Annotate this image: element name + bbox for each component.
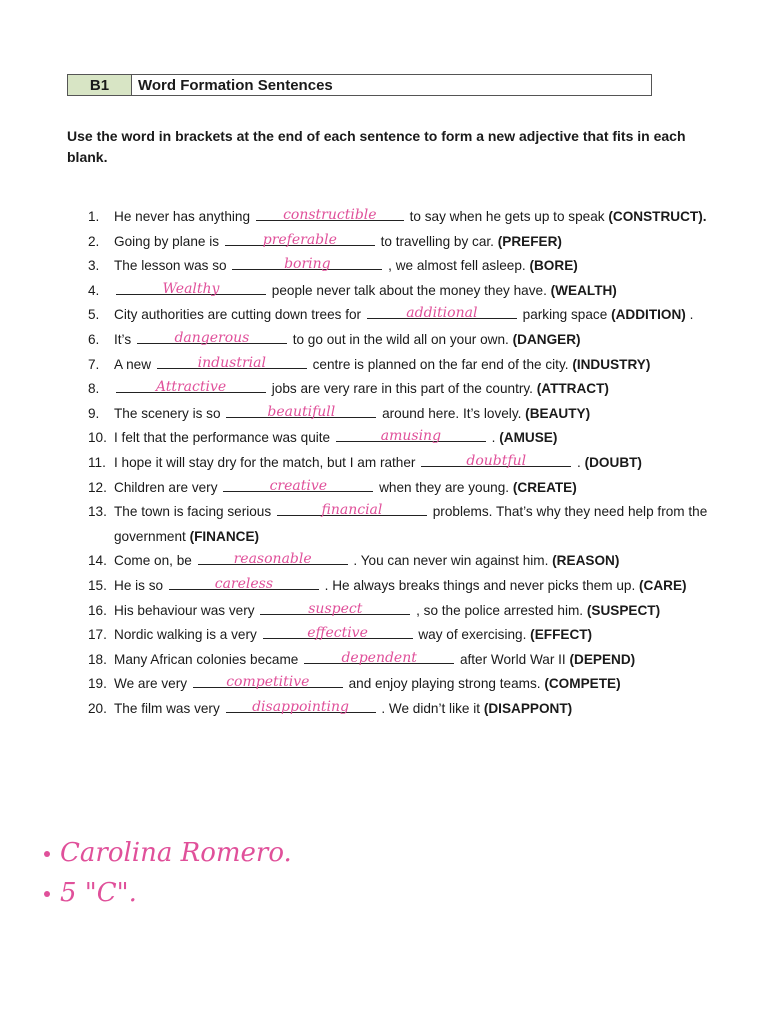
exercise-item bbox=[88, 377, 738, 402]
handwritten-answer: suspect bbox=[308, 600, 363, 617]
answer-blank[interactable] bbox=[116, 379, 266, 396]
item-text bbox=[114, 500, 738, 549]
answer-blank[interactable] bbox=[226, 699, 376, 713]
item-text bbox=[114, 574, 738, 599]
answer-blank[interactable] bbox=[232, 256, 382, 273]
bullet-icon bbox=[44, 891, 50, 897]
keyword: (BEAUTY) bbox=[525, 405, 591, 421]
item-number: 19. bbox=[88, 676, 107, 692]
exercise-item bbox=[88, 230, 738, 255]
sentence-end: after World War II bbox=[459, 651, 566, 667]
keyword: (REASON) bbox=[552, 553, 620, 569]
item-number: 17. bbox=[88, 627, 107, 643]
exercise-item bbox=[88, 451, 738, 476]
sentence-end: . We didn’t like it bbox=[381, 700, 481, 716]
sentence-start: Come on, be bbox=[114, 553, 192, 569]
exercise-item bbox=[88, 623, 738, 648]
handwritten-answer: beautifull bbox=[267, 403, 336, 420]
handwritten-answer: dependent bbox=[341, 649, 417, 666]
item-number: 11. bbox=[88, 454, 106, 470]
answer-blank[interactable] bbox=[137, 330, 287, 344]
item-text bbox=[114, 672, 738, 697]
sentence-start: We are very bbox=[114, 676, 188, 692]
handwritten-answer: industrial bbox=[197, 354, 266, 371]
exercise-item bbox=[88, 648, 738, 673]
bullet-icon bbox=[44, 851, 50, 857]
section-title: Word Formation Sentences bbox=[138, 76, 333, 94]
answer-blank[interactable] bbox=[225, 232, 375, 246]
answer-blank[interactable] bbox=[421, 453, 571, 467]
answer-blank[interactable] bbox=[169, 576, 319, 590]
sentence-end: , we almost fell asleep. bbox=[388, 258, 526, 274]
handwritten-answer: competitive bbox=[226, 674, 310, 691]
answer-blank[interactable] bbox=[116, 281, 266, 295]
sentence-end: jobs are very rare in this part of the country. bbox=[271, 381, 533, 397]
item-text bbox=[114, 599, 738, 624]
item-text bbox=[114, 426, 738, 451]
sentence-end: when they are young. bbox=[379, 479, 510, 495]
item-number: 6. bbox=[88, 331, 100, 347]
item-number: 3. bbox=[88, 258, 100, 274]
keyword: (ADDITION) bbox=[611, 307, 686, 323]
keyword: (EFFECT) bbox=[530, 627, 593, 643]
sentence-end: , so the police arrested him. bbox=[416, 602, 584, 618]
sentence-start: Children are very bbox=[114, 479, 218, 495]
item-text bbox=[114, 328, 738, 353]
sentence-end: . He always breaks things and never picks them up. bbox=[324, 577, 636, 593]
handwritten-answer: effective bbox=[307, 625, 368, 642]
sentence-start: His behaviour was very bbox=[114, 602, 255, 618]
item-text bbox=[114, 549, 738, 574]
keyword: (DANGER) bbox=[512, 331, 581, 347]
sentence-start: It’s bbox=[114, 331, 132, 347]
sentence-end: and enjoy playing strong teams. bbox=[348, 676, 541, 692]
item-number: 12. bbox=[88, 479, 107, 495]
sentence-end: problems. That’s why they need help from the government bbox=[114, 504, 708, 544]
handwritten-answer: boring bbox=[284, 256, 331, 273]
keyword: (FINANCE) bbox=[189, 528, 260, 544]
exercise-item bbox=[88, 402, 738, 427]
item-number: 16. bbox=[88, 602, 107, 618]
item-number: 5. bbox=[88, 307, 100, 323]
item-text bbox=[114, 377, 738, 402]
item-number: 15. bbox=[88, 577, 107, 593]
answer-blank[interactable] bbox=[263, 625, 413, 642]
student-name: Carolina Romero. bbox=[60, 838, 292, 868]
item-text bbox=[114, 648, 738, 673]
sentence-start: He is so bbox=[114, 577, 164, 593]
item-number: 13. bbox=[88, 504, 107, 520]
handwritten-answer: creative bbox=[269, 477, 328, 494]
item-text bbox=[114, 623, 738, 648]
handwritten-answer: amusing bbox=[380, 428, 442, 445]
exercise-item bbox=[88, 697, 738, 722]
sentence-start: Many African colonies became bbox=[114, 651, 299, 667]
handwritten-answer: constructible bbox=[283, 207, 377, 223]
keyword: (CREATE) bbox=[512, 479, 577, 495]
sentence-start: Nordic walking is a very bbox=[114, 627, 257, 643]
answer-blank[interactable] bbox=[193, 674, 343, 691]
sentence-end: to travelling by car. bbox=[380, 233, 494, 249]
item-number: 7. bbox=[88, 356, 100, 372]
answer-blank[interactable] bbox=[260, 601, 410, 615]
sentence-end: . bbox=[577, 454, 581, 470]
sentence-start: I felt that the performance was quite bbox=[114, 430, 331, 446]
sentence-end: . You can never win against him. bbox=[353, 553, 549, 569]
answer-blank[interactable] bbox=[304, 650, 454, 664]
item-number: 1. bbox=[88, 209, 100, 224]
exercise-item bbox=[88, 303, 738, 328]
answer-blank[interactable] bbox=[223, 478, 373, 492]
answer-blank[interactable] bbox=[336, 428, 486, 445]
sentence-end: to say when he gets up to speak bbox=[409, 209, 605, 224]
handwritten-answer: disappointing bbox=[252, 698, 349, 715]
answer-blank[interactable] bbox=[367, 305, 517, 322]
instructions: Use the word in brackets at the end of each sentence to form a new adjective that fits in each blank. bbox=[67, 128, 686, 165]
exercise-item bbox=[88, 328, 738, 353]
student-grade-line bbox=[44, 878, 137, 908]
keyword: (CARE) bbox=[639, 577, 687, 593]
exercise-item bbox=[88, 426, 738, 451]
keyword: (CONSTRUCT). bbox=[608, 209, 707, 224]
handwritten-answer: reasonable bbox=[233, 551, 312, 568]
item-number: 9. bbox=[88, 405, 100, 421]
exercise-list bbox=[88, 205, 738, 721]
sentence-end: centre is planned on the far end of the city. bbox=[312, 356, 569, 372]
item-text bbox=[114, 353, 738, 378]
item-number: 8. bbox=[88, 381, 100, 397]
item-text bbox=[114, 476, 738, 501]
keyword: (DISAPPONT) bbox=[483, 700, 573, 716]
keyword: (COMPETE) bbox=[544, 676, 621, 692]
exercise-item bbox=[88, 205, 738, 230]
sentence-start: The film was very bbox=[114, 700, 220, 716]
exercise-item bbox=[88, 353, 738, 378]
item-text bbox=[114, 254, 738, 279]
answer-blank[interactable] bbox=[198, 551, 348, 568]
keyword: (BORE) bbox=[529, 258, 578, 274]
item-text bbox=[114, 230, 738, 255]
handwritten-answer: dangerous bbox=[174, 329, 250, 346]
exercise-item bbox=[88, 599, 738, 624]
answer-blank[interactable] bbox=[277, 502, 427, 519]
sentence-start: City authorities are cutting down trees for bbox=[114, 307, 362, 323]
item-text bbox=[114, 402, 738, 427]
sentence-start: The scenery is so bbox=[114, 405, 221, 421]
item-text bbox=[114, 451, 738, 476]
keyword: (SUSPECT) bbox=[586, 602, 661, 618]
handwritten-answer: additional bbox=[406, 305, 478, 322]
handwritten-answer: Wealthy bbox=[162, 280, 220, 297]
exercise-item bbox=[88, 254, 738, 279]
handwritten-answer: preferable bbox=[262, 231, 337, 248]
student-grade: 5 "C". bbox=[60, 878, 137, 908]
answer-blank[interactable] bbox=[226, 404, 376, 418]
sentence-start: I hope it will stay dry for the match, but I am rather bbox=[114, 454, 416, 470]
item-number: 14. bbox=[88, 553, 107, 569]
keyword: (ATTRACT) bbox=[536, 381, 609, 397]
section-header bbox=[67, 74, 652, 96]
exercise-item bbox=[88, 549, 738, 574]
handwritten-answer: doubtful bbox=[466, 452, 527, 469]
item-text bbox=[114, 697, 738, 722]
sentence-end: people never talk about the money they have. bbox=[271, 282, 547, 298]
sentence-start: A new bbox=[114, 356, 152, 372]
sentence-end: to go out in the wild all on your own. bbox=[292, 331, 509, 347]
item-text bbox=[114, 279, 738, 304]
keyword: (AMUSE) bbox=[499, 430, 558, 446]
exercise-item bbox=[88, 476, 738, 501]
handwritten-answer: careless bbox=[214, 575, 274, 592]
item-number: 18. bbox=[88, 651, 107, 667]
item-number: 2. bbox=[88, 233, 100, 249]
keyword: (WEALTH) bbox=[550, 282, 617, 298]
sentence-start: Going by plane is bbox=[114, 233, 220, 249]
sentence-start: The lesson was so bbox=[114, 258, 227, 274]
sentence-end: around here. It’s lovely. bbox=[382, 405, 522, 421]
student-name-line bbox=[44, 838, 292, 868]
sentence-end: way of exercising. bbox=[418, 627, 527, 643]
item-text bbox=[114, 303, 738, 328]
item-number: 4. bbox=[88, 282, 100, 298]
exercise-item bbox=[88, 279, 738, 304]
section-code: B1 bbox=[68, 75, 132, 95]
exercise-item bbox=[88, 672, 738, 697]
keyword: (DEPEND) bbox=[569, 651, 636, 667]
item-text bbox=[114, 205, 738, 230]
keyword: (INDUSTRY) bbox=[572, 356, 651, 372]
keyword: (DOUBT) bbox=[584, 454, 642, 470]
sentence-end: parking space bbox=[522, 307, 608, 323]
sentence-start: He never has anything bbox=[114, 209, 251, 224]
handwritten-answer: financial bbox=[321, 502, 383, 519]
keyword: (PREFER) bbox=[497, 233, 562, 249]
item-number: 20. bbox=[88, 700, 107, 716]
sentence-tail: . bbox=[689, 307, 694, 323]
sentence-start: The town is facing serious bbox=[114, 504, 272, 520]
answer-blank[interactable] bbox=[157, 355, 307, 369]
handwritten-answer: Attractive bbox=[155, 379, 227, 396]
exercise-item bbox=[88, 500, 738, 549]
sentence-end: . bbox=[491, 430, 496, 446]
exercise-item bbox=[88, 574, 738, 599]
item-number: 10. bbox=[88, 430, 107, 446]
answer-blank[interactable] bbox=[256, 207, 404, 221]
